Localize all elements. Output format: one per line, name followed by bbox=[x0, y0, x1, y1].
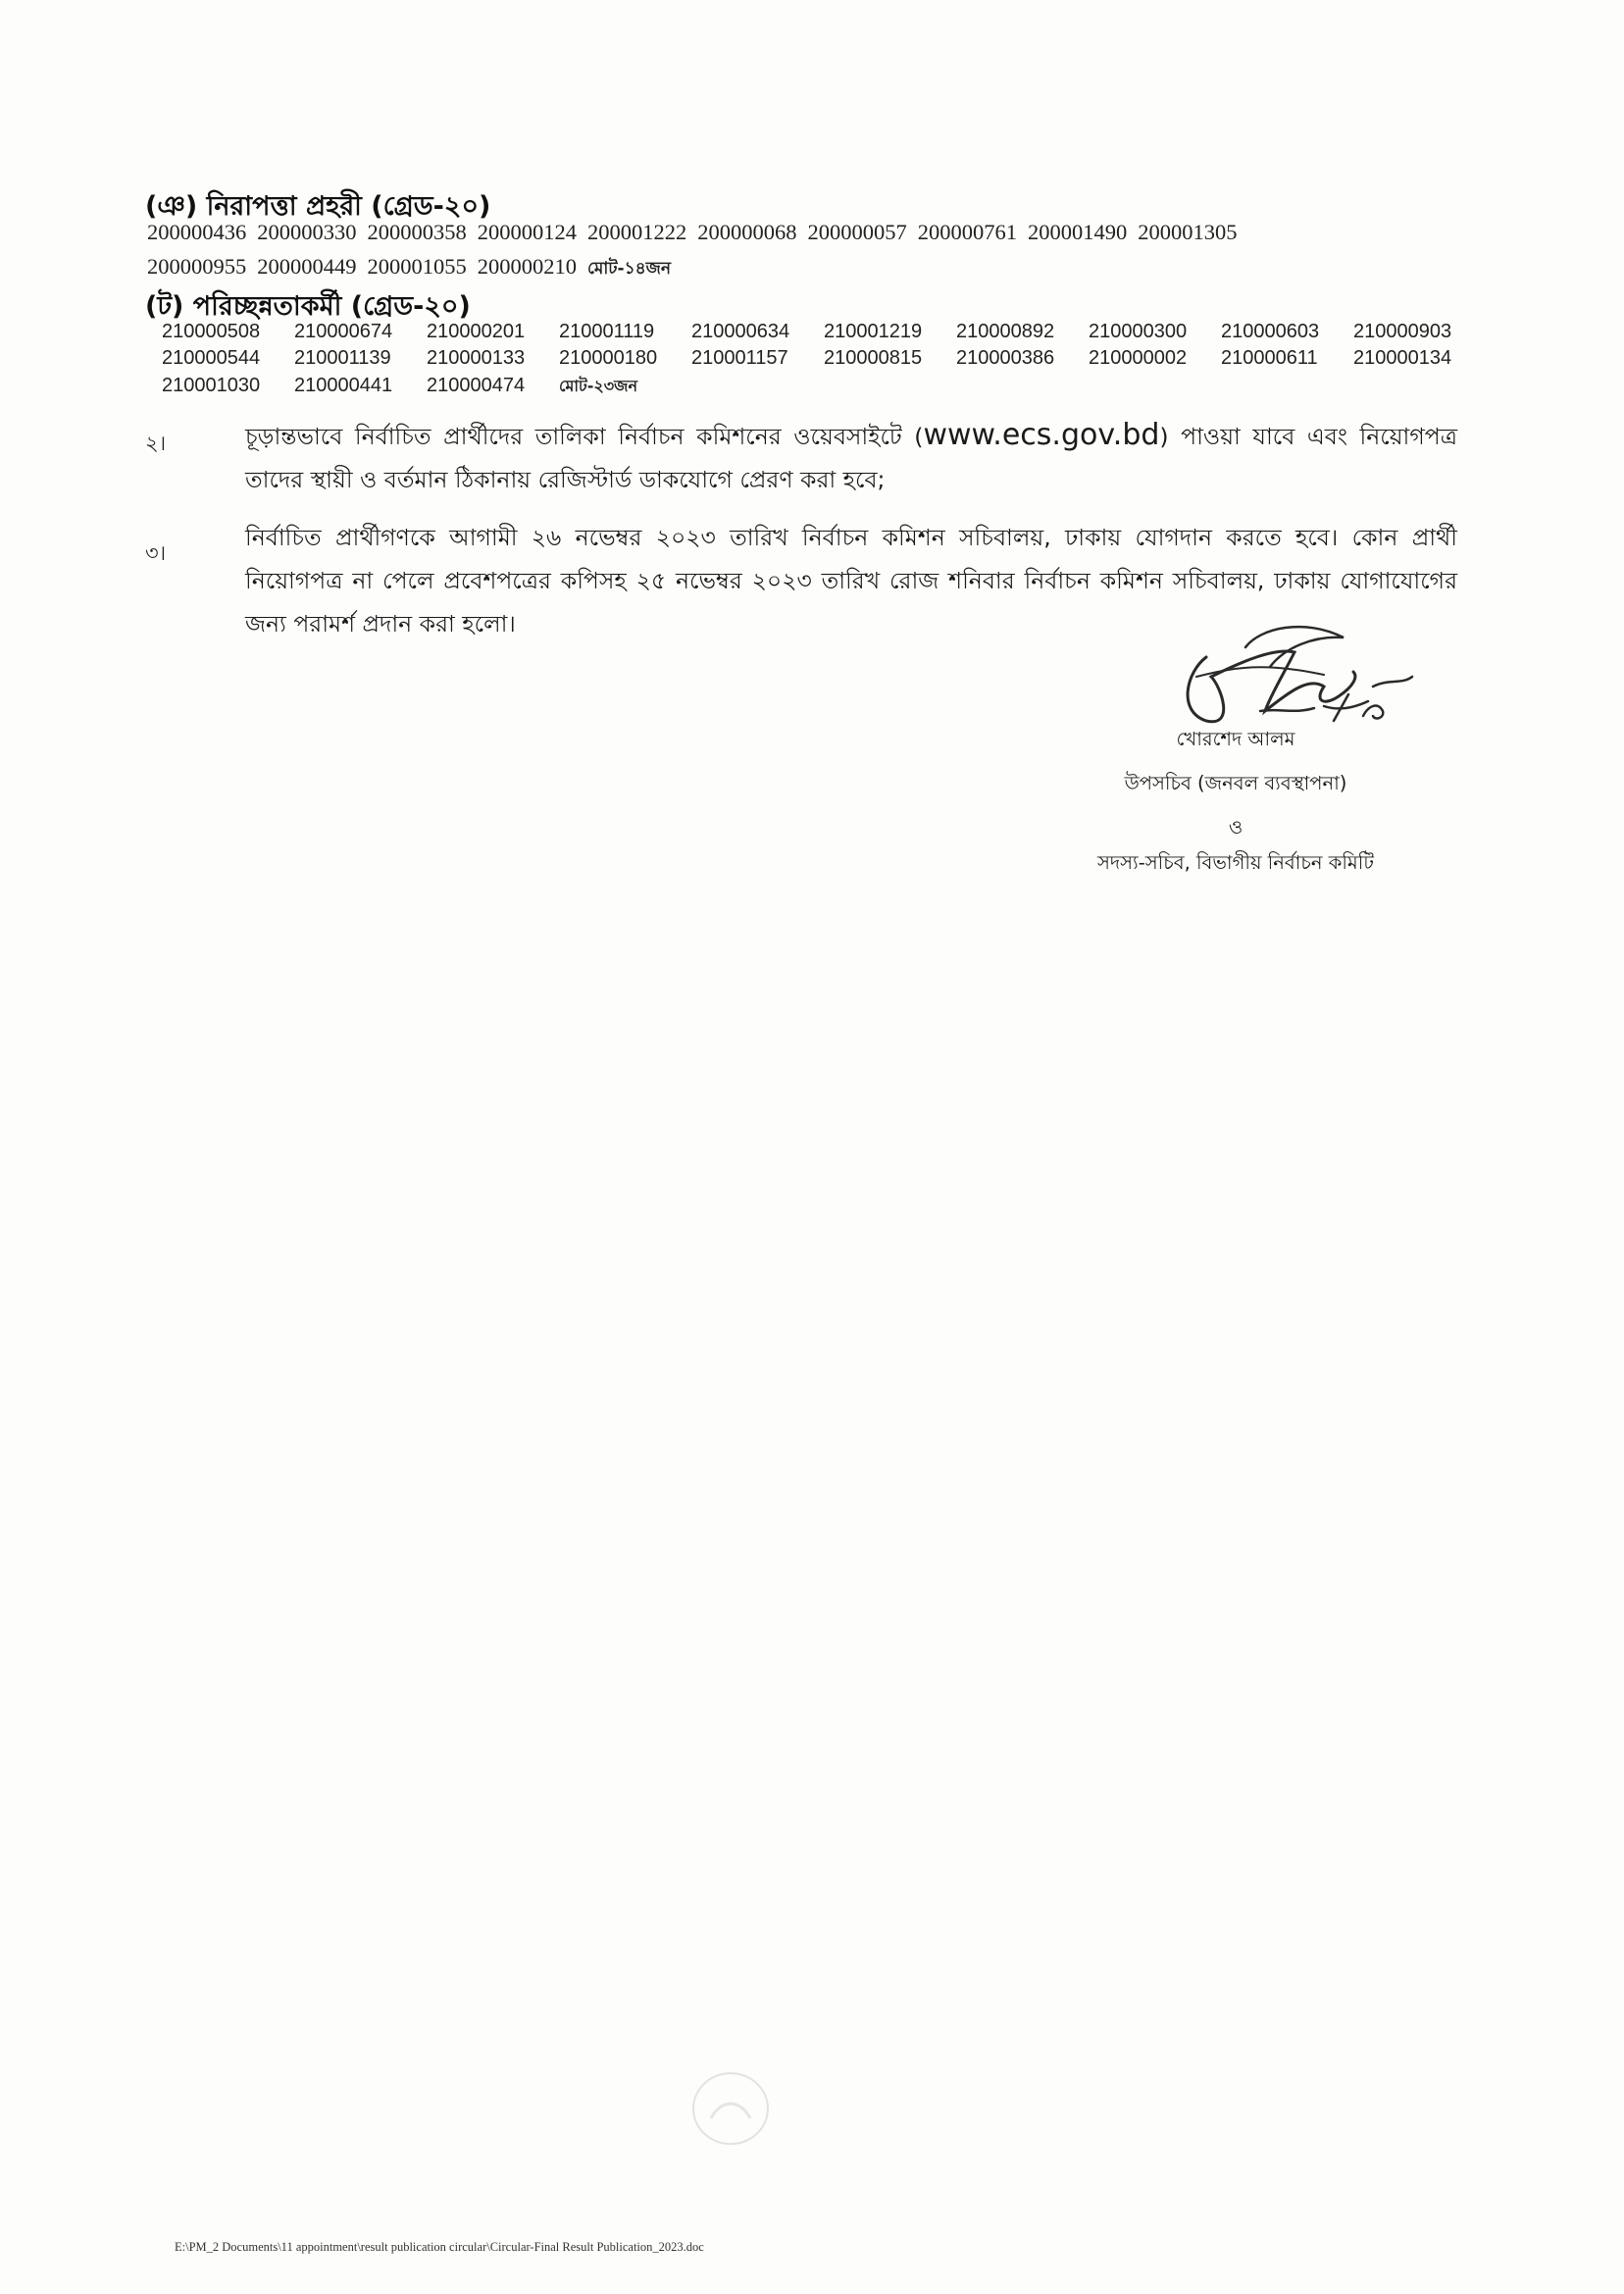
paragraph-3: নির্বাচিত প্রার্থীগণকে আগামী ২৬ নভেম্বর ২০২৩ তারিখ নির্বাচন কমিশন সচিবালয়, ঢাকায় যোগদান করতে হবে। কোন প্রার্থী নিয়োগপত্র না পেলে প্রবেশপত্রের কপিসহ ২৫ নভেম্বর ২০২৩ তারিখ রোজ শনিবার নির্বাচন কমিশন সচিবালয়, ঢাকায় যোগাযোগের জন্য পরামর্শ প্রদান করা হলো। bbox=[245, 524, 1457, 637]
roll-number: 210000603 bbox=[1221, 321, 1320, 342]
roll-number: 200001490 bbox=[1028, 220, 1128, 244]
roll-number: 210001119 bbox=[559, 321, 655, 342]
signatory-role: সদস্য-সচিব, বিভাগীয় নির্বাচন কমিটি bbox=[1097, 851, 1374, 874]
roll-number: 200000358 bbox=[367, 220, 467, 244]
roll-number: 210000133 bbox=[427, 347, 526, 369]
total-count: মোট-১৪জন bbox=[587, 259, 672, 279]
roll-number: 200000449 bbox=[257, 254, 357, 279]
roll-number: 210000544 bbox=[162, 347, 261, 369]
roll-number: 200001222 bbox=[587, 220, 687, 244]
signatory-conjunction: ও bbox=[1228, 816, 1243, 839]
website-link[interactable]: www.ecs.gov.bd bbox=[923, 418, 1160, 452]
roll-number: 200000330 bbox=[257, 220, 357, 244]
roll-number: 210000508 bbox=[162, 321, 261, 342]
paragraph-text: চূড়ান্তভাবে নির্বাচিত প্রার্থীদের তালিকা নির্বাচন কমিশনের ওয়েবসাইটে ( bbox=[245, 423, 924, 450]
roll-number: 210000002 bbox=[1089, 347, 1188, 369]
faint-stamp-mark bbox=[686, 2065, 775, 2153]
section-heading-cleaner: (ট) পরিচ্ছন্নতাকর্মী (গ্রেড-২০) bbox=[145, 291, 471, 322]
roll-number: 210000674 bbox=[294, 321, 393, 342]
roll-number: 200000068 bbox=[697, 220, 797, 244]
roll-number: 210001030 bbox=[162, 375, 261, 396]
roll-grid-row bbox=[162, 347, 1486, 370]
roll-number: 210001157 bbox=[691, 347, 788, 369]
roll-number: 200000436 bbox=[147, 220, 247, 244]
roll-number: 200001055 bbox=[367, 254, 467, 279]
paragraph-number: ৩। bbox=[145, 541, 167, 565]
roll-number: 200000761 bbox=[917, 220, 1017, 244]
paragraph-text: ) পাওয়া যাবে এবং নিয়োগপত্র তাদের স্থায়ী ও বর্তমান ঠিকানায় রেজিস্টার্ড ডাকযোগে প্রেরণ করা হবে; bbox=[245, 423, 1457, 493]
roll-number: 210000815 bbox=[824, 347, 923, 369]
roll-number: 210000386 bbox=[956, 347, 1055, 369]
roll-number: 200000124 bbox=[477, 220, 577, 244]
roll-number: 210000201 bbox=[427, 321, 526, 342]
roll-number: 210000441 bbox=[294, 375, 393, 396]
roll-number: 210000903 bbox=[1353, 321, 1452, 342]
signatory-designation: উপসচিব (জনবল ব্যবস্থাপনা) bbox=[1124, 772, 1347, 794]
roll-grid-row bbox=[162, 374, 637, 400]
roll-list-row bbox=[147, 220, 1248, 245]
signatory-name: খোরশেদ আলম bbox=[1176, 728, 1295, 750]
paragraph-number: ২। bbox=[145, 432, 167, 455]
roll-number: 200001305 bbox=[1138, 220, 1238, 244]
roll-grid-row bbox=[162, 321, 1486, 343]
roll-number: 200000210 bbox=[477, 254, 577, 279]
roll-number: 210000892 bbox=[956, 321, 1055, 342]
roll-number: 210000634 bbox=[691, 321, 790, 342]
roll-number: 210000180 bbox=[559, 347, 658, 369]
roll-number: 210000300 bbox=[1089, 321, 1188, 342]
roll-number: 210000611 bbox=[1221, 347, 1318, 369]
file-path-footer: E:\PM_2 Documents\11 appointment\result publication circular\Circular-Final Result Publication_2023.doc bbox=[175, 2240, 704, 2254]
roll-number: 210001139 bbox=[294, 347, 391, 369]
roll-number: 210001219 bbox=[824, 321, 923, 342]
roll-number: 210000474 bbox=[427, 375, 526, 396]
total-count: মোট-২৩জন bbox=[559, 377, 638, 395]
roll-number: 200000057 bbox=[807, 220, 907, 244]
roll-number: 200000955 bbox=[147, 254, 247, 279]
section-heading-security-guard: (ঞ) নিরাপত্তা প্রহরী (গ্রেড-২০) bbox=[145, 191, 491, 222]
roll-number: 210000134 bbox=[1353, 347, 1452, 369]
paragraph-2 bbox=[245, 414, 1457, 501]
roll-list-row bbox=[147, 254, 671, 283]
